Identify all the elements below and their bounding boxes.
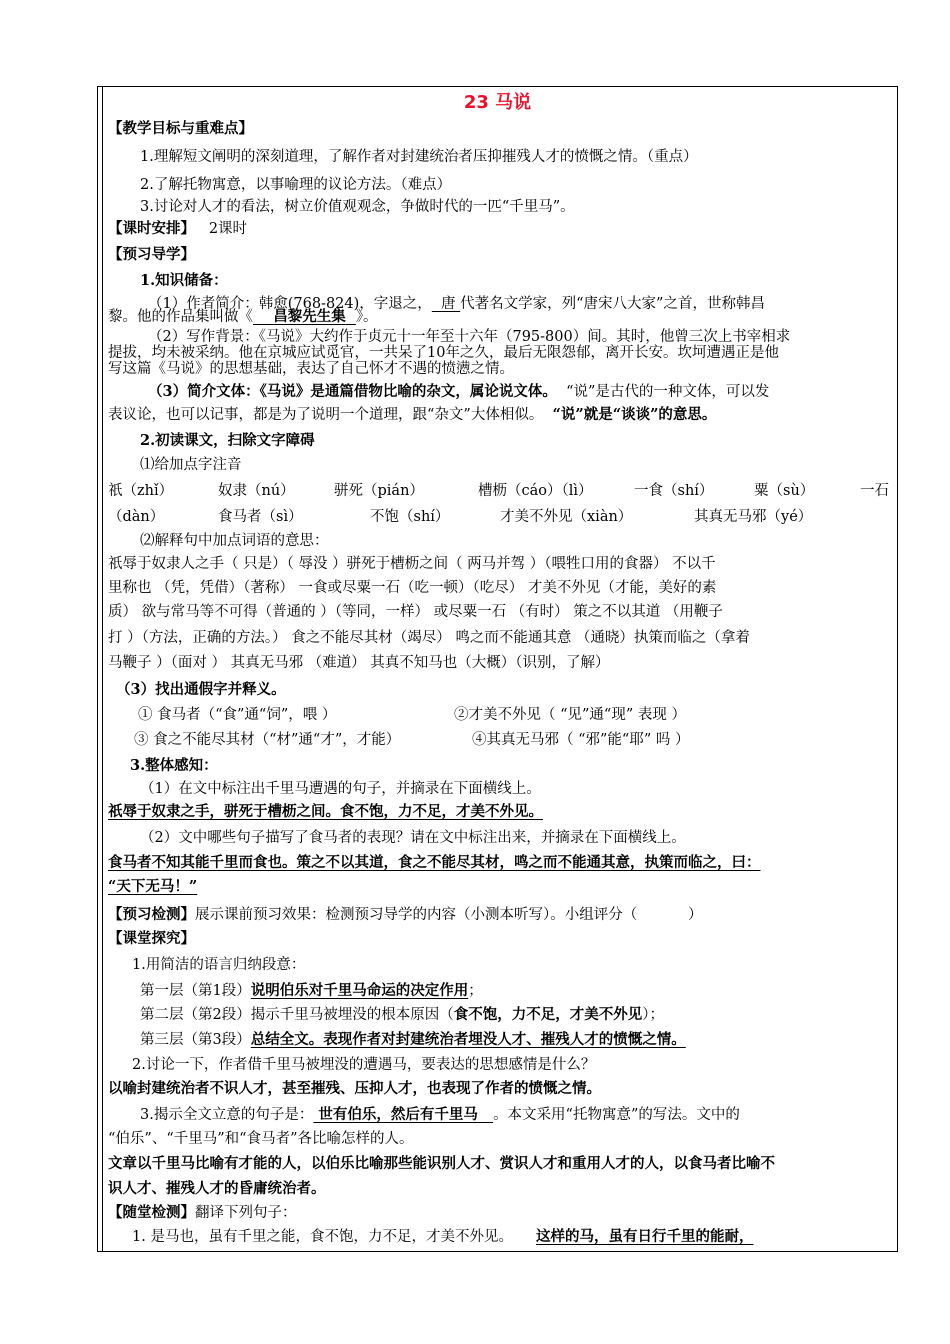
goal-3: 3.讨论对人才的看法，树立价值观观念，争做时代的一匹“千里马”。 [140, 199, 575, 215]
author-works-text: 昌黎先生集 [273, 308, 346, 325]
explore-a3-line-2: 识人才、摧残人才的昏庸统治者。 [108, 1180, 326, 1197]
author-text-a: （1）作者简介：韩愈(768-824)，字退之， [148, 296, 432, 312]
explore-a2: 以喻封建统治者不识人才，甚至摧残、压抑人才，也表现了作者的愤慨之情。 [108, 1080, 601, 1097]
section-test-row [108, 1202, 894, 1224]
layer-2-label: 第二层（第2段）揭示千里马被埋没的根本原因（ [140, 1007, 454, 1023]
explain-line-4: 打 ）（方法，正确的方法。） 食之不能尽其材（竭尽） 鸣之而不能通其意 （通晓）执策而临之（拿着 [108, 630, 750, 646]
pinyin-item: 其真无马邪（yé） [694, 509, 813, 525]
overall-a2-line-1: 食马者不知其能千里而食也。策之不以其道，食之不能尽其材，鸣之而不能通其意，执策而临之，曰： [108, 854, 761, 871]
layer-1-label: 第一层（第1段） [140, 983, 251, 999]
tongjia-item: ④其真无马邪（ “邪”能“耶” 吗 ） [472, 732, 690, 748]
layer-2-answer: 食不饱，力不足，才美不外见 [453, 1006, 643, 1023]
q3-answer: 世有伯乐，然后有千里马 [318, 1106, 478, 1123]
author-text-d: 》。 [355, 309, 378, 325]
pinyin-item: 槽枥（cáo）（lì） [478, 483, 593, 499]
explain-line-2: 里称也 （凭，凭借）（著称） 一食或尽粟一石（吃一顿）（吃尽） 才美不外见（才能，美好的素 [108, 580, 717, 596]
check-end: ） [687, 907, 703, 923]
goal-1: 1.理解短文阐明的深刻道理，了解作者对封建统治者压抑摧残人才的愤慨之情。（重点） [140, 149, 698, 165]
q3-text-c: 。本文采用“托物寓意”的写法。文中的 [493, 1107, 740, 1123]
author-intro-2 [108, 306, 894, 328]
explore-q3-2: “伯乐”、“千里马”和“食马者”各比喻怎样的人。 [108, 1131, 414, 1147]
schedule-row [108, 218, 894, 240]
layer-1-answer: 说明伯乐对千里马命运的决定作用 [250, 982, 469, 999]
explain-heading: ⑵解释句中加点词语的意思： [140, 533, 329, 549]
explore-q3 [140, 1104, 926, 1126]
style-text-c: 表议论，也可以记事，都是为了说明一个道理，跟“杂文”大体相似。 [108, 407, 544, 423]
tongjia-heading: （3）找出通假字并释义。 [116, 681, 286, 698]
section-goals: 【教学目标与重难点】 [108, 120, 253, 137]
section-check: 【预习检测】 [108, 906, 195, 923]
author-text-b: 代著名文学家，列“唐宋八大家”之首，世称韩昌 [460, 296, 765, 312]
test-q1-text: 1. 是马也，虽有千里之能，食不饱，力不足，才美不外见。 [132, 1229, 513, 1245]
preview-check-row [108, 904, 894, 926]
overall-heading: 3.整体感知： [130, 757, 218, 774]
section-goals-row [108, 118, 894, 140]
layer-2-end: ）； [642, 1007, 664, 1023]
section-preview-row [108, 244, 894, 266]
tongjia-item: ① 食马者（“食”通“饲”，喂 ） [138, 707, 337, 723]
pinyin-heading: ⑴给加点字注音 [140, 457, 242, 473]
style-text-a: （3）简介文体：《马说》是通篇借物比喻的杂文，属论说文体。 [148, 383, 557, 400]
background-2: 提拔，均未被采纳。他在京城应试觅官，一共呆了10年之久，最后无限怨郁，离开长安。坎坷遭遇正是他 [108, 345, 779, 361]
pinyin-item: 食马者（sì） [218, 509, 303, 525]
section-test: 【随堂检测】 [108, 1204, 195, 1221]
layer-2 [140, 1004, 926, 1026]
knowledge-heading: 1.知识储备： [140, 272, 228, 289]
pinyin-item: 骈死（pián） [334, 483, 424, 499]
reading-heading: 2.初读课文，扫除文字障碍 [140, 432, 315, 449]
test-q1 [132, 1226, 918, 1248]
pinyin-item: 一石 [860, 483, 889, 499]
page-title: 23 马说 [463, 92, 532, 113]
q3-text-a: 3.揭示全文立意的句子是： [140, 1107, 314, 1123]
author-blank-works [253, 308, 356, 325]
overall-q1: （1）在文中标注出千里马遭遇的句子，并摘录在下面横线上。 [140, 781, 541, 797]
pinyin-item: 不饱（shí） [370, 509, 450, 525]
style-text-b: “说”是古代的一种文体，可以发 [566, 384, 770, 400]
pinyin-item: （dàn） [108, 509, 165, 525]
pinyin-item: 粟（sù） [754, 483, 815, 499]
explore-q2: 2.讨论一下，作者借千里马被埋没的遭遇马，要表达的思想感情是什么？ [132, 1057, 596, 1073]
pinyin-item: 祇（zhǐ） [108, 483, 174, 499]
tongjia-item: ②才美不外见（ “见”通“现” 表现 ） [454, 707, 686, 723]
explore-q1: 1.用简洁的语言归纳段意： [132, 957, 306, 973]
pinyin-item: 奴隶（nú） [218, 483, 295, 499]
frame-inner-line [102, 87, 103, 1251]
explain-line-5: 马鞭子 ）（面对 ） 其真无马邪 （难道） 其真不知马也（大概）（识别，了解） [108, 655, 610, 671]
section-explore-row [108, 928, 894, 950]
explain-line-3: 质） 欲与常马等不可得（普通的 ）（等同，一样） 或尽粟一石 （有时） 策之不以其道 （用鞭子 [108, 604, 723, 620]
style-text-d: “说”就是“谈谈”的意思。 [552, 406, 717, 423]
overall-a1: 祇辱于奴隶之手，骈死于槽枥之间。食不饱，力不足，才美不外见。 [108, 803, 543, 820]
layer-3 [140, 1029, 926, 1051]
test-text: 翻译下列句子： [195, 1205, 297, 1221]
overall-q2: （2）文中哪些句子描写了食马者的表现？请在文中标注出来，并摘录在下面横线上。 [140, 830, 686, 846]
pinyin-item: 才美不外见（xiàn） [500, 509, 633, 525]
layer-1-end: ； [468, 983, 483, 999]
check-text: 展示课前预习效果：检测预习导学的内容（小测本听写）。小组评分（ [195, 907, 638, 923]
style-intro-2 [108, 404, 894, 426]
section-preview: 【预习导学】 [108, 246, 195, 263]
author-blank-text: 唐 [441, 296, 456, 312]
tongjia-item: ③ 食之不能尽其材（“材”通“才”，才能） [134, 732, 401, 748]
layer-3-answer: 总结全文。表现作者对封建统治者埋没人才、摧残人才的愤慨之情。 [250, 1031, 686, 1048]
section-explore: 【课堂探究】 [108, 930, 195, 947]
q3-blank [313, 1106, 493, 1123]
style-intro [148, 381, 934, 403]
layer-1 [140, 980, 926, 1002]
author-text-c: 黎。他的作品集叫做《 [108, 309, 253, 325]
explore-a3-line-1: 文章以千里马比喻有才能的人，以伯乐比喻那些能识别人才、赏识人才和重用人才的人，以食马者比喻不 [108, 1155, 775, 1172]
explain-line-1: 祇辱于奴隶人之手（ 只是）（ 辱没 ）骈死于槽枥之间（ 两马并驾 ）（喂牲口用的食器） 不以千 [108, 556, 716, 572]
goal-2: 2.了解托物寓意，以事喻理的议论方法。（难点） [140, 177, 452, 193]
section-schedule: 【课时安排】 [108, 220, 195, 237]
overall-a2-line-2: “天下无马！” [108, 878, 198, 895]
pinyin-item: 一食（shí） [634, 483, 714, 499]
layer-3-label: 第三层（第3段） [140, 1032, 251, 1048]
background-1: （2）写作背景：《马说》大约作于贞元十一年至十六年（795-800）间。其时，他曾三次上书宰相求 [148, 329, 791, 345]
background-3: 写这篇《马说》的思想基础，表达了自己怀才不遇的愤懑之情。 [108, 361, 514, 377]
test-q1-answer: 这样的马，虽有日行千里的能耐， [536, 1228, 754, 1245]
schedule-value: 2课时 [208, 221, 248, 237]
